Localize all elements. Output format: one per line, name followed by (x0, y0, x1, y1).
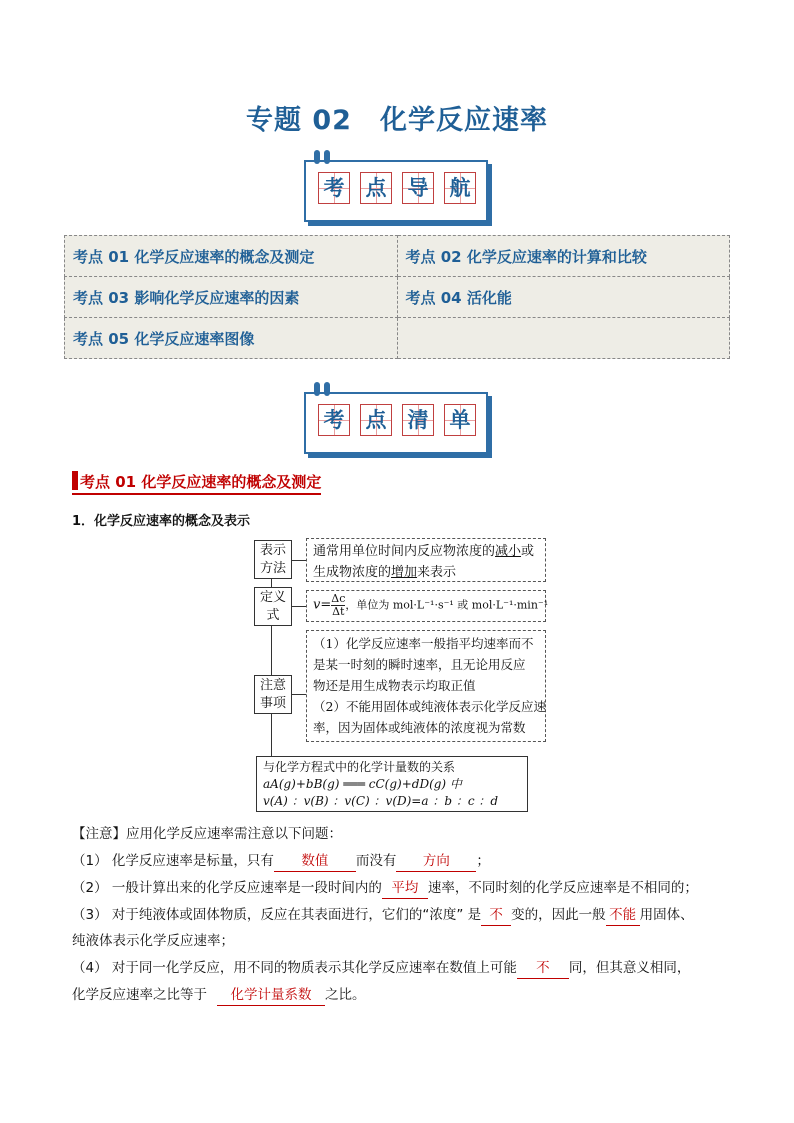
subheading: 1．化学反应速率的概念及表示 (72, 514, 251, 529)
title-prefix: 专题 02 (246, 105, 352, 136)
topic-nav-table (64, 235, 730, 359)
ratio-box: 与化学方程式中的化学计量数的关系 aA(g)+bB(g) ═══ cC(g)+dD(g) 中 v(A) ：v(B) ：v(C) ：v(D)=a ：b ：c ：d (256, 756, 528, 812)
page-title (0, 98, 794, 137)
answer-blank[interactable]: 数值 (274, 851, 356, 872)
note-1: （1） 化学反应速率是标量，只有 数值 而没有 方向 ； (72, 851, 490, 872)
definition-box: v= $\frac{\Delta c}{\Delta t}$ ，单位为 mol·L⁻¹·s⁻¹ 或 mol·L⁻¹·min⁻¹ (306, 590, 546, 622)
answer-blank[interactable]: 不能 (606, 905, 640, 926)
label-box-method: 表示 方法 (254, 540, 292, 579)
answer-blank[interactable]: 方向 (396, 851, 476, 872)
nav-topic-01[interactable]: 考点 01 化学反应速率的概念及测定 (65, 236, 398, 277)
note-2: （2） 一般计算出来的化学反应速率是一段时间内的 平均 速率，不同时刻的化学反应速率是不相同的； (72, 878, 698, 899)
nav-empty-cell (397, 318, 730, 359)
nav-topic-05[interactable]: 考点 05 化学反应速率图像 (65, 318, 398, 359)
banner-list (304, 392, 488, 454)
connector (292, 694, 306, 695)
banner-char: 点 (360, 404, 392, 436)
banner-char: 点 (360, 172, 392, 204)
banner-char: 考 (318, 404, 350, 436)
binder-rings (314, 150, 330, 164)
answer-blank[interactable]: 平均 (382, 878, 428, 899)
nav-topic-04[interactable]: 考点 04 活化能 (397, 277, 730, 318)
answer-blank[interactable]: 不 (517, 958, 569, 979)
banner-char: 导 (402, 172, 434, 204)
answer-blank[interactable]: 不 (481, 905, 511, 926)
label-box-definition: 定义 式 (254, 587, 292, 626)
nav-topic-02[interactable]: 考点 02 化学反应速率的计算和比较 (397, 236, 730, 277)
section-heading: 考点 01 化学反应速率的概念及测定 (72, 471, 321, 495)
note-4: （4） 对于同一化学反应，用不同的物质表示其化学反应速率在数值上可能 不 同，但其意义相同， (72, 958, 690, 979)
answer-blank[interactable]: 化学计量系数 (217, 985, 325, 1006)
note-3-cont: 纯液体表示化学反应速率； (72, 933, 234, 949)
banner-char: 航 (444, 172, 476, 204)
connector (292, 560, 306, 561)
connector (292, 606, 306, 607)
notes-box: （1）化学反应速率一般指平均速率而不 是某一时刻的瞬时速率，且无论用反应 物还是用生成物表示均取正值 （2）不能用固体或纯液体表示化学反应速 率，因为固体或纯液体的浓度视为常数 (306, 630, 546, 742)
label-box-notes: 注意 事项 (254, 675, 292, 714)
note-3: （3） 对于纯液体或固体物质，反应在其表面进行，它们的“浓度” 是 不 变的，因此一般 不能 用固体、 (72, 905, 694, 926)
method-note-box: 通常用单位时间内反应物浓度的减小或 生成物浓度的增加来表示 (306, 538, 546, 582)
title-main: 化学反应速率 (379, 105, 548, 136)
banner-nav (304, 160, 488, 222)
banner-char: 考 (318, 172, 350, 204)
binder-rings (314, 382, 330, 396)
note-4-cont: 化学反应速率之比等于 化学计量系数 之比。 (72, 985, 366, 1006)
nav-topic-03[interactable]: 考点 03 影响化学反应速率的因素 (65, 277, 398, 318)
banner-char: 清 (402, 404, 434, 436)
banner-char: 单 (444, 404, 476, 436)
notes-heading: 【注意】应用化学反应速率需注意以下问题： (72, 826, 342, 842)
